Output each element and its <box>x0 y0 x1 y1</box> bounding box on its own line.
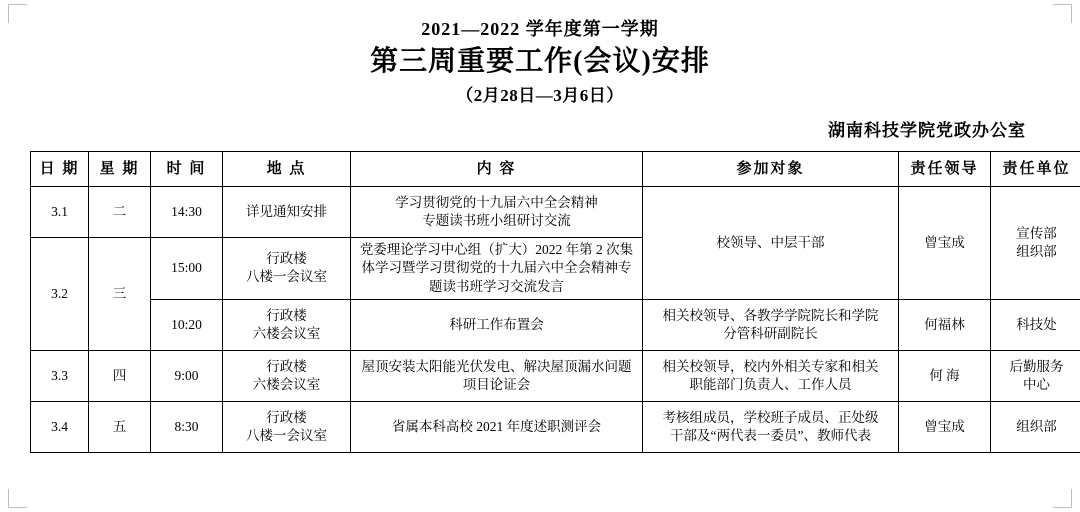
table-header-row <box>31 152 1080 187</box>
page-corner-mark-bottom-right <box>1053 489 1072 508</box>
cell-date: 3.4 <box>31 401 89 452</box>
column-header-unit: 责任单位 <box>991 152 1080 187</box>
table-row <box>31 187 1080 238</box>
issuing-office: 湖南科技学院党政办公室 <box>828 121 1026 141</box>
document-header <box>0 0 1080 108</box>
cell-unit: 组织部 <box>991 401 1080 452</box>
table-row <box>31 299 1080 350</box>
page-title: 第三周重要工作(会议)安排 <box>370 45 710 77</box>
cell-place: 详见通知安排 <box>223 187 351 238</box>
column-header-leader: 责任领导 <box>899 152 991 187</box>
cell-unit: 科技处 <box>991 299 1080 350</box>
page-corner-mark-top-right <box>1053 4 1072 23</box>
cell-unit: 后勤服务 中心 <box>991 350 1080 401</box>
column-header-date: 日 期 <box>31 152 89 187</box>
cell-place: 行政楼 六楼会议室 <box>223 299 351 350</box>
cell-weekday: 二 <box>89 187 151 238</box>
cell-time: 15:00 <box>151 238 223 300</box>
page-corner-mark-top-left <box>8 4 27 23</box>
cell-content: 党委理论学习中心组（扩大）2022 年第 2 次集 体学习暨学习贯彻党的十九届六中全会精神专 题读书班学习交流发言 <box>351 238 643 300</box>
date-range-subtitle: （2月28日—3月6日） <box>456 86 624 106</box>
cell-participants: 校领导、中层干部 <box>643 187 899 300</box>
cell-weekday: 五 <box>89 401 151 452</box>
table-row <box>31 401 1080 452</box>
cell-time: 10:20 <box>151 299 223 350</box>
cell-content: 科研工作布置会 <box>351 299 643 350</box>
cell-date: 3.3 <box>31 350 89 401</box>
cell-place: 行政楼 六楼会议室 <box>223 350 351 401</box>
column-header-place: 地 点 <box>223 152 351 187</box>
cell-weekday: 三 <box>89 238 151 351</box>
cell-date: 3.2 <box>31 238 89 351</box>
cell-content: 省属本科高校 2021 年度述职测评会 <box>351 401 643 452</box>
cell-content: 屋顶安装太阳能光伏发电、解决屋顶漏水问题 项目论证会 <box>351 350 643 401</box>
cell-leader: 曾宝成 <box>899 187 991 300</box>
cell-place: 行政楼 八楼一会议室 <box>223 401 351 452</box>
cell-content: 学习贯彻党的十九届六中全会精神 专题读书班小组研讨交流 <box>351 187 643 238</box>
cell-time: 9:00 <box>151 350 223 401</box>
column-header-participants: 参加对象 <box>643 152 899 187</box>
cell-unit: 宣传部 组织部 <box>991 187 1080 300</box>
table-row <box>31 350 1080 401</box>
schedule-table-wrapper <box>30 151 1071 453</box>
column-header-time: 时 间 <box>151 152 223 187</box>
cell-participants: 相关校领导，校内外相关专家和相关 职能部门负责人、工作人员 <box>643 350 899 401</box>
academic-term-line: 2021—2022 学年度第一学期 <box>421 19 659 39</box>
schedule-table <box>30 151 1080 453</box>
cell-weekday: 四 <box>89 350 151 401</box>
cell-date: 3.1 <box>31 187 89 238</box>
cell-leader: 何福林 <box>899 299 991 350</box>
column-header-content: 内 容 <box>351 152 643 187</box>
cell-participants: 相关校领导、各教学学院院长和学院 分管科研副院长 <box>643 299 899 350</box>
cell-leader: 曾宝成 <box>899 401 991 452</box>
cell-leader: 何 海 <box>899 350 991 401</box>
column-header-weekday: 星 期 <box>89 152 151 187</box>
cell-time: 8:30 <box>151 401 223 452</box>
cell-time: 14:30 <box>151 187 223 238</box>
page-corner-mark-bottom-left <box>8 489 27 508</box>
cell-place: 行政楼 八楼一会议室 <box>223 238 351 300</box>
cell-participants: 考核组成员，学校班子成员、正处级 干部及“两代表一委员”、教师代表 <box>643 401 899 452</box>
